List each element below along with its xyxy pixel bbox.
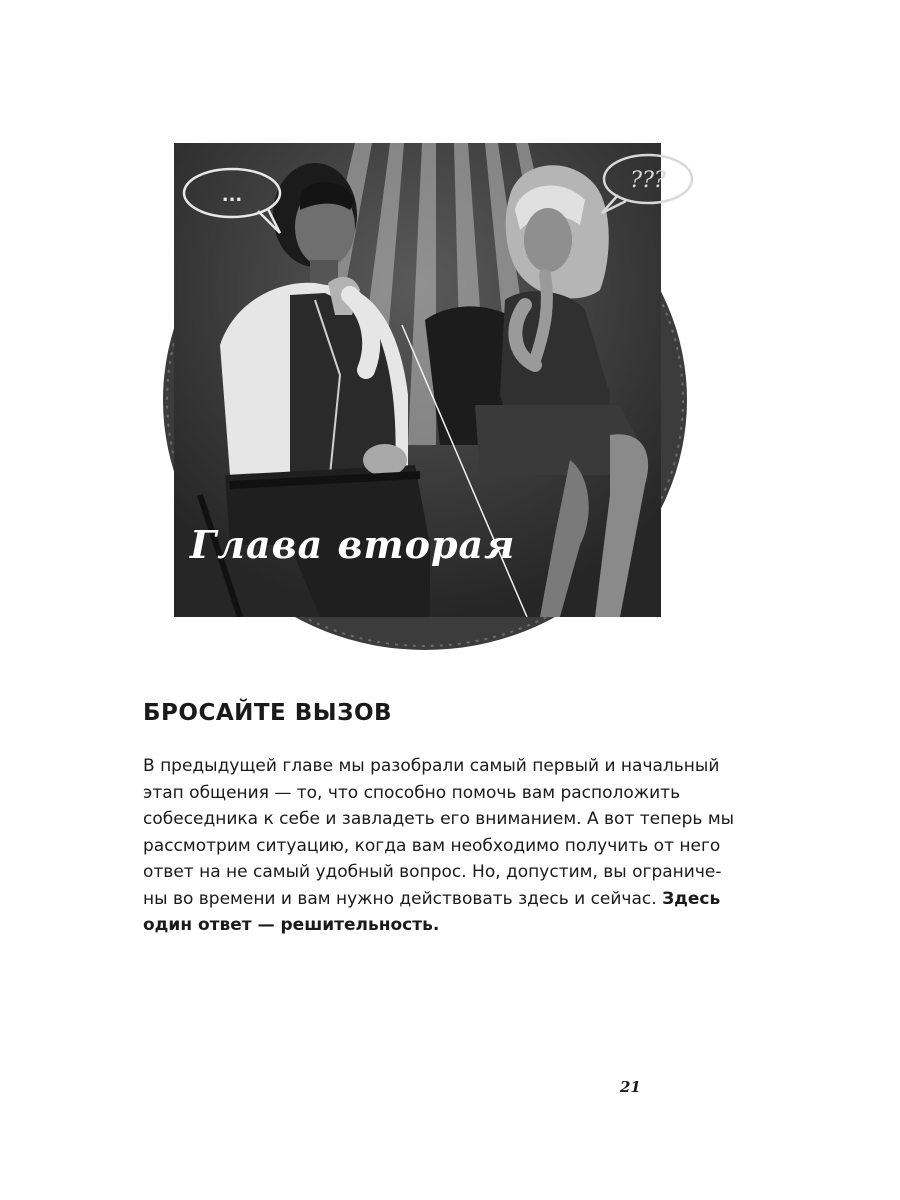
- paragraph-line: В предыдущей главе мы разобрали самый первый и начальный: [143, 756, 720, 776]
- bold-emphasis: Здесь: [662, 888, 721, 909]
- paragraph-line: рассмотрим ситуацию, когда вам необходимо получить от него: [143, 835, 721, 856]
- chapter-title: Глава вторая: [190, 522, 516, 567]
- right-bubble-text: ???: [630, 168, 666, 193]
- paragraph-line: ответ на не самый удобный вопрос. Но, допустим, вы ограниче-: [143, 862, 722, 882]
- paragraph-line: собеседника к себе и завладеть его вниманием. А вот теперь мы: [143, 809, 735, 829]
- paragraph-line: ны во времени и вам нужно действовать здесь и сейчас.: [143, 888, 657, 909]
- bold-emphasis-line: один ответ — решительность.: [143, 915, 440, 935]
- chapter-illustration: [140, 115, 710, 655]
- page-number: 21: [620, 1078, 641, 1096]
- left-bubble-text: ...: [221, 185, 243, 206]
- section-heading: БРОСАЙТЕ ВЫЗОВ: [143, 700, 393, 726]
- body-paragraph: [143, 753, 743, 939]
- paragraph-line-with-bold: [143, 886, 743, 913]
- paragraph-line: этап общения — то, что способно помочь вам расположить: [143, 782, 681, 803]
